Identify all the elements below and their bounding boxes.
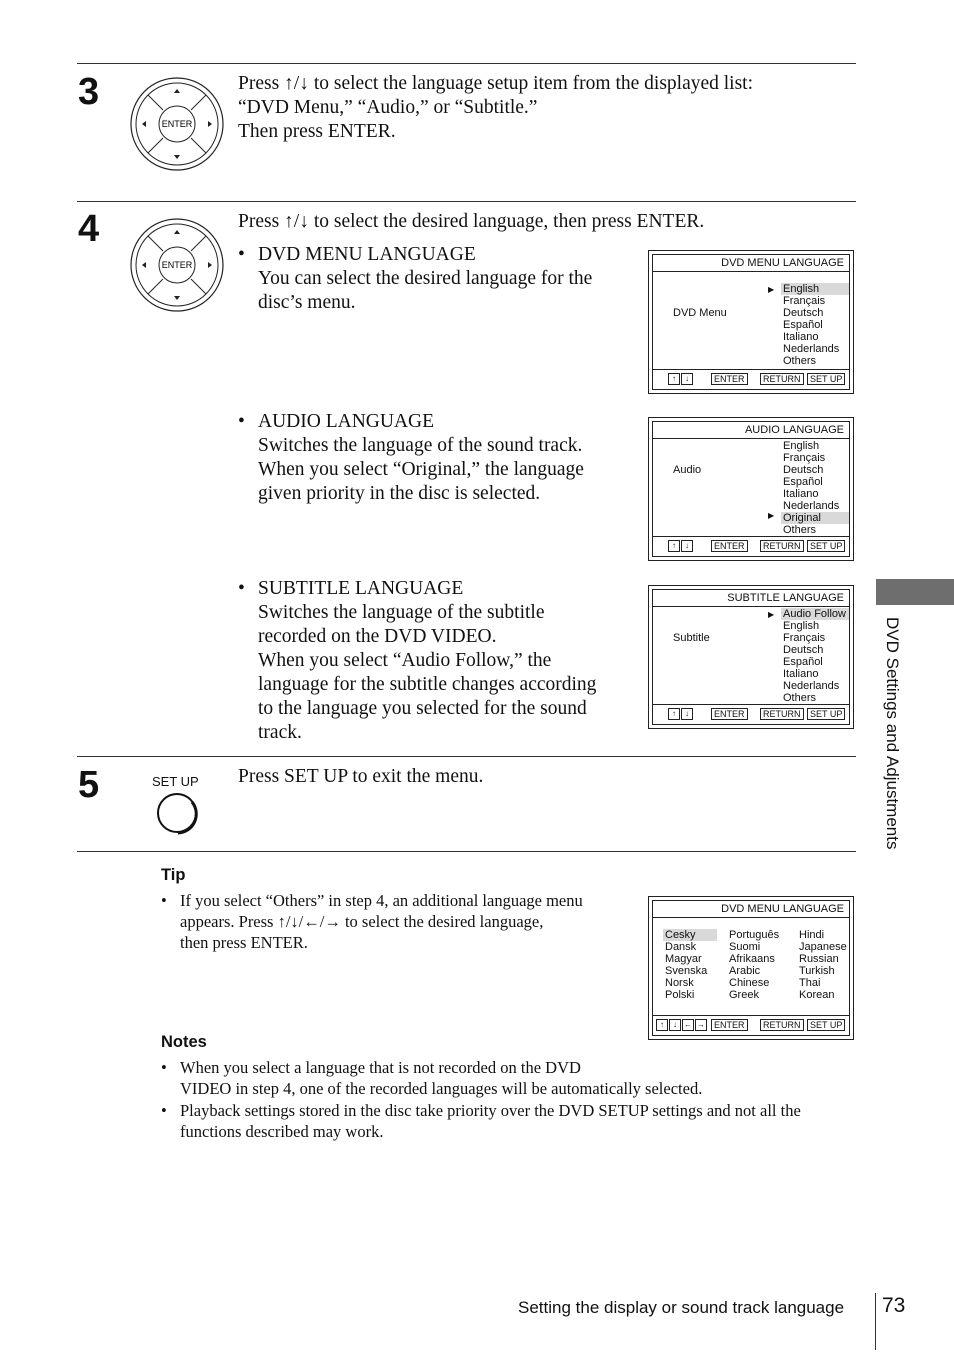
cursor-arrow-icon: ▶ (768, 610, 775, 619)
dial-label: ENTER (161, 260, 193, 270)
down-key-icon: ↓ (681, 373, 693, 385)
setup-button-label: SET UP (152, 774, 199, 789)
step4-text: Press ↑/↓ to select the desired language, then press ENTER. (238, 211, 705, 232)
footer-divider (875, 1293, 876, 1350)
others-column-1: Cesky Dansk Magyar Svenska Norsk Polski (663, 929, 731, 1001)
setup-key: SET UP (807, 708, 845, 720)
dial-label: ENTER (161, 119, 193, 129)
divider (77, 851, 856, 852)
setup-key: SET UP (807, 373, 845, 385)
enter-key: ENTER (711, 373, 748, 385)
enter-key: ENTER (711, 708, 748, 720)
osd-subtitle-language: SUBTITLE LANGUAGE Subtitle ▶ Audio Follow English Français Deutsch Español Italiano Nederlands Others ↑ ↓ ENTER RETURN SET UP (648, 585, 854, 729)
down-key-icon: ↓ (669, 1019, 681, 1031)
step3-text: Press ↑/↓ to select the language setup item from the displayed list: “DVD Menu,” “Audio,” or “Subtitle.” Then press ENTER. (238, 73, 754, 142)
remote-dpad-enter-icon (130, 218, 224, 312)
step-number-3: 3 (78, 71, 100, 113)
section-title (873, 617, 913, 927)
enter-key: ENTER (711, 1019, 748, 1031)
return-key: RETURN (760, 373, 804, 385)
setup-button-icon (156, 792, 200, 836)
tip-heading: Tip (161, 866, 186, 884)
up-key-icon: ↑ (656, 1019, 668, 1031)
osd-dvd-menu-language: DVD MENU LANGUAGE DVD Menu ▶ English Français Deutsch Español Italiano Nederlands Others ↑ ↓ ENTER RETURN SET UP (648, 250, 854, 394)
osd-audio-language: AUDIO LANGUAGE Audio ▶ English Français Deutsch Español Italiano Nederlands Original Others ↑ ↓ ENTER RETURN SET UP (648, 417, 854, 561)
svg-text:DVD Settings and Adjustments: DVD Settings and Adjustments (883, 617, 902, 850)
step-number-5: 5 (78, 764, 100, 806)
step-number-4: 4 (78, 208, 100, 250)
return-key: RETURN (760, 1019, 804, 1031)
down-key-icon: ↓ (681, 708, 693, 720)
osd-others-language: DVD MENU LANGUAGE Cesky Dansk Magyar Svenska Norsk Polski Português Suomi Afrikaans Arabic Chinese Greek Hindi Japanese Russian Turkish Thai Korean ↑ ↓ ← → ENTER RETURN SET UP (648, 896, 854, 1040)
up-key-icon: ↑ (668, 708, 680, 720)
footer-caption: Setting the display or sound track language (518, 1298, 845, 1317)
page-number: 73 (882, 1294, 906, 1317)
osd-option-list: Audio Follow English Français Deutsch Español Italiano Nederlands Others (781, 608, 849, 704)
setup-key: SET UP (807, 540, 845, 552)
remote-dpad-enter-icon (130, 77, 224, 171)
others-column-3: Hindi Japanese Russian Turkish Thai Korean (799, 929, 847, 1001)
osd-option-list: English Français Deutsch Español Italiano Nederlands Others (781, 283, 849, 367)
cursor-arrow-icon: ▶ (768, 511, 775, 520)
setup-key: SET UP (807, 1019, 845, 1031)
step5-text: Press SET UP to exit the menu. (238, 766, 484, 787)
cursor-arrow-icon: ▶ (768, 285, 775, 294)
return-key: RETURN (760, 708, 804, 720)
up-key-icon: ↑ (668, 540, 680, 552)
notes-heading: Notes (161, 1033, 207, 1051)
section-tab (876, 579, 954, 605)
up-key-icon: ↑ (668, 373, 680, 385)
divider (77, 756, 856, 757)
return-key: RETURN (760, 540, 804, 552)
divider (77, 63, 856, 64)
left-key-icon: ← (684, 1020, 692, 1029)
osd-option-list: English Français Deutsch Español Italiano Nederlands Original Others (781, 440, 849, 536)
enter-key: ENTER (711, 540, 748, 552)
divider (77, 201, 856, 202)
others-column-2: Português Suomi Afrikaans Arabic Chinese Greek (729, 929, 780, 1001)
down-key-icon: ↓ (681, 540, 693, 552)
right-key-icon: → (697, 1020, 705, 1029)
